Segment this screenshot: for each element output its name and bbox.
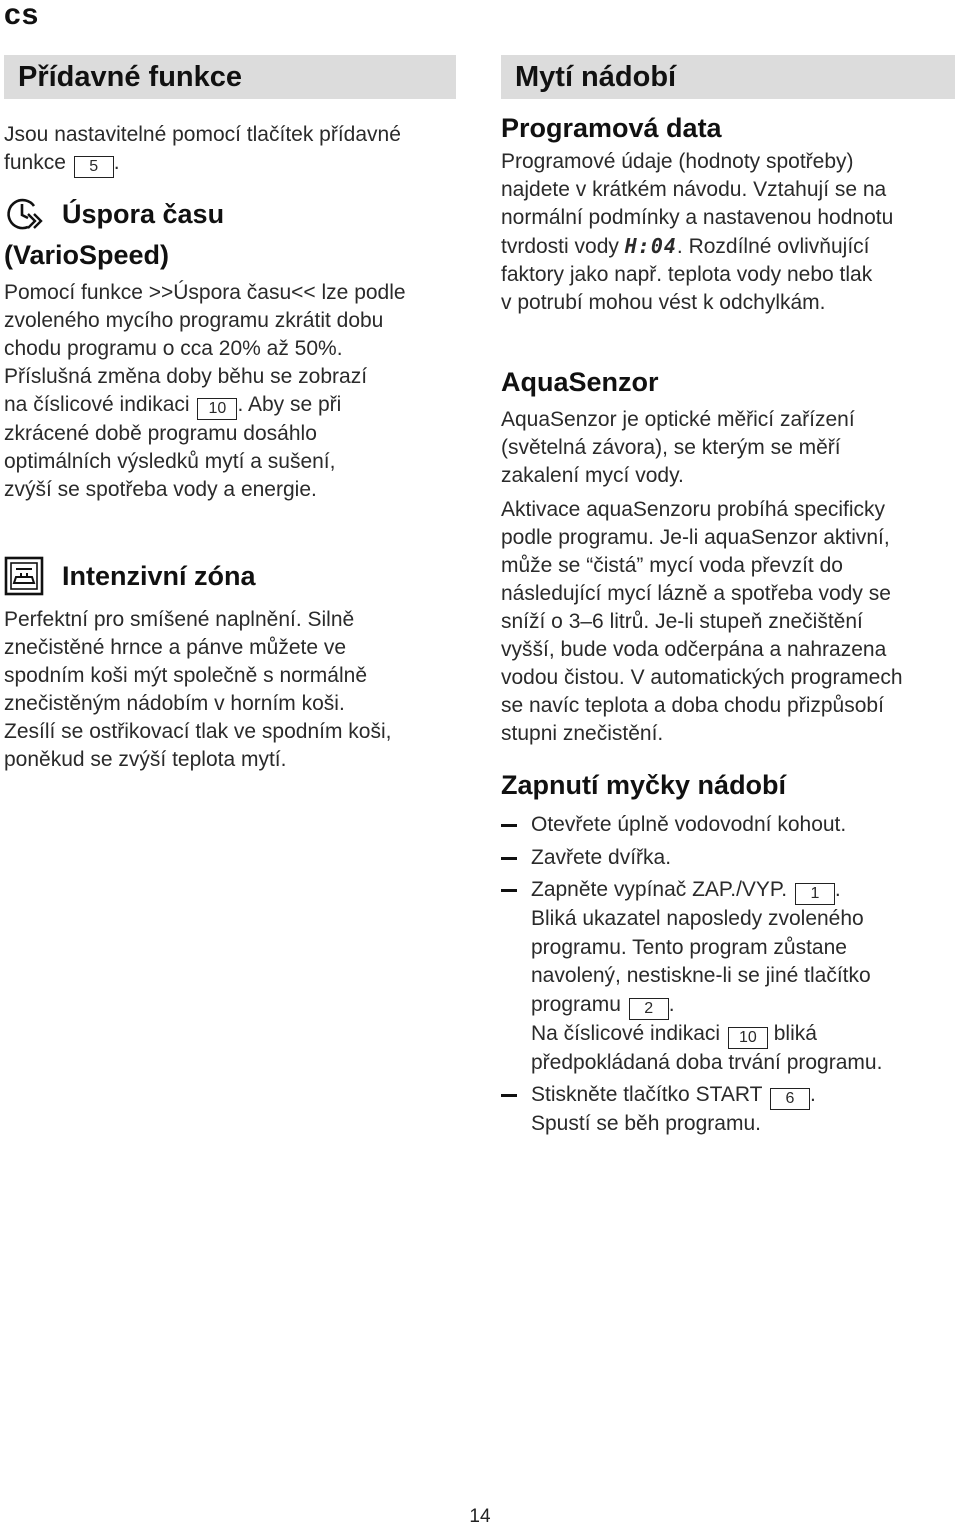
page-number: 14 [469, 1506, 491, 1525]
right-column [501, 55, 955, 1139]
aquasensor-text-2: Aktivace aquaSenzoru probíhá specificky podle programu. Je-li aquaSenzor aktivní, může se “čistá” mycí voda převzít do následující mycí lázně a spotřeba vody se sníží o 3–6 litrů. Je-li stupeň znečištění vyšší, bude voda odčerpána a nahrazena vodou čistou. V automatických programech se navíc teplota a doba chodu přizpůsobí stupni znečistění. [501, 498, 903, 745]
language-code: cs [4, 0, 40, 31]
section-title: Mytí nádobí [515, 60, 677, 93]
intensive-text: Perfektní pro smíšené naplnění. Silně znečistěné hrnce a pánve můžete ve spodním koši mýt společně s normálně znečistěným nádobím v horním koši. Zesílí se ostřikovací tlak ve spodním koši, poněkud se zvýší teplota mytí. [4, 608, 392, 771]
list-item: Zapněte vypínač ZAP./VYP. 1 . Bliká ukazatel naposledy zvoleného programu. Tento program zůstane navolený, nestiskne-li se jiné tlačítko programu 2 . Na číslicové indikaci 10 bliká předpokládaná doba trvání programu. [501, 876, 955, 1077]
key-2: 2 [629, 998, 669, 1020]
intro-text: Jsou nastavitelné pomocí tlačítek přídavné funkce 5 . [4, 121, 456, 178]
section-band-additional-functions [4, 55, 456, 99]
section-band-dishwashing [501, 55, 955, 99]
intensive-title: Intenzivní zóna [62, 560, 256, 591]
intensive-zone-basket-icon [4, 556, 44, 596]
water-hardness-display: H:04 [624, 234, 677, 258]
key-6: 6 [770, 1088, 810, 1110]
list-item: Otevřete úplně vodovodní kohout. [501, 811, 955, 840]
speed-heading [4, 194, 456, 234]
list-item: Stiskněte tlačítko START 6 . Spustí se běh programu. [501, 1081, 955, 1139]
speed-subtitle: (VarioSpeed) [4, 240, 170, 270]
aquasensor-title: AquaSenzor [501, 367, 659, 397]
left-column [4, 55, 456, 774]
key-10: 10 [197, 398, 237, 420]
program-data-title: Programová data [501, 113, 722, 143]
start-steps-list [501, 811, 955, 1139]
program-data-text: Programové údaje (hodnoty spotřeby) najdete v krátkém návodu. Vztahují se na normální podmínky a nastavenou hodnotu tvrdosti vody H:04. Rozdílné ovlivňující faktory jako např. teplota vody nebo tlak v potrubí mohou vést k odchylkám. [501, 150, 894, 314]
speed-text: Pomocí funkce >>Úspora času<< lze podle zvoleného mycího programu zkrátit dobu chodu programu o cca 20% až 50%. Příslušná změna doby běhu se zobrazí na číslicové indikaci 10 . Aby se při zkrácené době programu dosáhlo optimálních výsledků mytí a sušení, zvýší se spotřeba vody a energie. [4, 281, 406, 501]
aquasensor-text-1: AquaSenzor je optické měřicí zařízení (světelná závora), se kterým se měří zakalení mycí vody. [501, 408, 855, 487]
key-10: 10 [728, 1027, 768, 1049]
list-item: Zavřete dvířka. [501, 844, 955, 873]
key-1: 1 [795, 883, 835, 905]
speed-title: Úspora času [62, 198, 225, 229]
section-title: Přídavné funkce [18, 60, 243, 93]
key-5: 5 [74, 156, 114, 178]
intensive-heading [4, 556, 456, 596]
start-title: Zapnutí myčky nádobí [501, 770, 787, 800]
clock-fast-forward-icon [4, 194, 44, 234]
